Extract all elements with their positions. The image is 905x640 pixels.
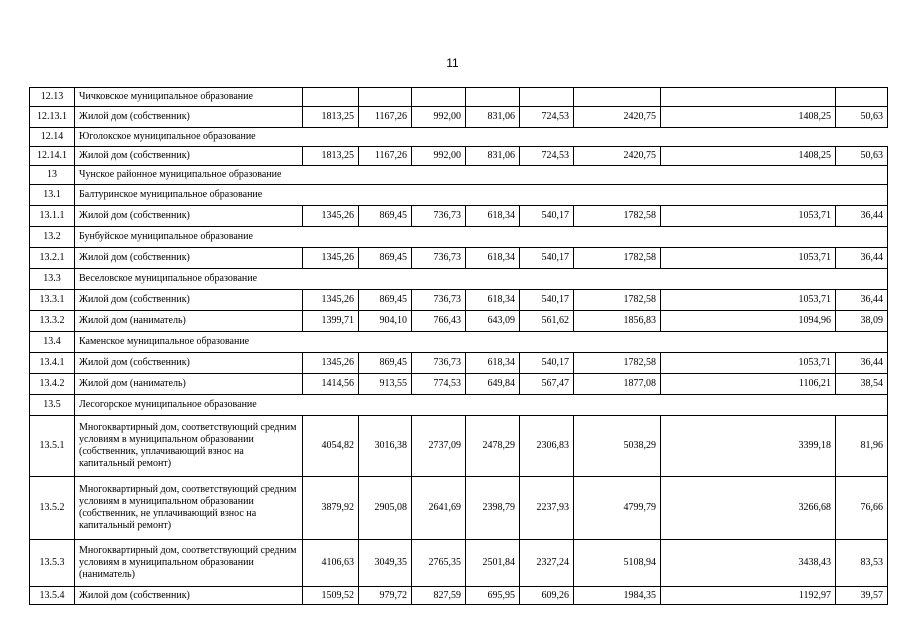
row-code: 13.2 [30, 227, 75, 248]
row-name: Чичковское муниципальное образование [75, 88, 303, 107]
table-row [30, 540, 888, 587]
value-cell: 1053,71 [661, 206, 836, 227]
value-cell: 1053,71 [661, 290, 836, 311]
value-cell: 3266,68 [661, 477, 836, 540]
value-cell: 83,53 [836, 540, 888, 587]
table-row [30, 147, 888, 166]
row-name: Жилой дом (наниматель) [75, 311, 303, 332]
value-cell: 2737,09 [412, 416, 466, 477]
value-cell: 540,17 [520, 353, 574, 374]
table-row [30, 416, 888, 477]
value-cell: 1782,58 [574, 206, 661, 227]
row-code: 13.3 [30, 269, 75, 290]
value-cell: 1782,58 [574, 353, 661, 374]
section-row [30, 185, 888, 206]
row-code: 13.3.1 [30, 290, 75, 311]
section-row [30, 166, 888, 185]
value-cell: 4054,82 [303, 416, 359, 477]
row-name: Веселовское муниципальное образование [75, 269, 888, 290]
row-code: 13.4.1 [30, 353, 75, 374]
value-cell: 1877,08 [574, 374, 661, 395]
value-cell: 618,34 [466, 248, 520, 269]
value-cell: 618,34 [466, 206, 520, 227]
value-cell: 1782,58 [574, 290, 661, 311]
value-cell: 50,63 [836, 107, 888, 128]
row-code: 12.13.1 [30, 107, 75, 128]
row-code: 13.2.1 [30, 248, 75, 269]
table-row [30, 311, 888, 332]
value-cell: 5038,29 [574, 416, 661, 477]
table-row [30, 248, 888, 269]
value-cell: 913,55 [359, 374, 412, 395]
value-cell: 3438,43 [661, 540, 836, 587]
value-cell: 4799,79 [574, 477, 661, 540]
page-number: 11 [446, 56, 459, 70]
row-name: Лесогорское муниципальное образование [75, 395, 888, 416]
value-cell: 618,34 [466, 290, 520, 311]
section-row [30, 332, 888, 353]
table-row [30, 107, 888, 128]
value-cell: 766,43 [412, 311, 466, 332]
value-cell: 774,53 [412, 374, 466, 395]
value-cell: 736,73 [412, 206, 466, 227]
value-cell: 39,57 [836, 587, 888, 605]
value-cell: 1094,96 [661, 311, 836, 332]
row-code: 13.1.1 [30, 206, 75, 227]
value-cell: 643,09 [466, 311, 520, 332]
value-cell: 736,73 [412, 353, 466, 374]
table-row [30, 353, 888, 374]
value-cell: 2478,29 [466, 416, 520, 477]
value-cell: 869,45 [359, 248, 412, 269]
value-cell: 695,95 [466, 587, 520, 605]
value-cell: 540,17 [520, 290, 574, 311]
value-cell: 1345,26 [303, 248, 359, 269]
row-code: 13.5.4 [30, 587, 75, 605]
row-name: Жилой дом (собственник) [75, 587, 303, 605]
value-cell: 540,17 [520, 248, 574, 269]
value-cell: 869,45 [359, 353, 412, 374]
value-cell: 38,09 [836, 311, 888, 332]
section-row [30, 227, 888, 248]
row-code: 13.5.3 [30, 540, 75, 587]
value-cell: 1345,26 [303, 290, 359, 311]
value-cell: 609,26 [520, 587, 574, 605]
row-name: Юголокское муниципальное образование [75, 128, 888, 147]
row-name: Жилой дом (собственник) [75, 290, 303, 311]
table-row [30, 206, 888, 227]
value-cell: 81,96 [836, 416, 888, 477]
value-cell: 736,73 [412, 290, 466, 311]
value-cell: 1167,26 [359, 107, 412, 128]
value-cell: 869,45 [359, 290, 412, 311]
value-cell: 2237,93 [520, 477, 574, 540]
row-code: 13.5 [30, 395, 75, 416]
value-cell: 36,44 [836, 290, 888, 311]
table-row [30, 290, 888, 311]
value-cell: 2905,08 [359, 477, 412, 540]
value-cell: 992,00 [412, 107, 466, 128]
section-row [30, 88, 888, 107]
row-name: Жилой дом (собственник) [75, 206, 303, 227]
row-name: Жилой дом (наниматель) [75, 374, 303, 395]
value-cell: 3879,92 [303, 477, 359, 540]
value-cell: 1345,26 [303, 353, 359, 374]
table-row [30, 477, 888, 540]
row-name: Жилой дом (собственник) [75, 107, 303, 128]
value-cell: 992,00 [412, 147, 466, 166]
table-row [30, 374, 888, 395]
value-cell: 3049,35 [359, 540, 412, 587]
value-cell: 2398,79 [466, 477, 520, 540]
section-row [30, 128, 888, 147]
row-name: Каменское муниципальное образование [75, 332, 888, 353]
row-code: 12.14 [30, 128, 75, 147]
table-row [30, 587, 888, 605]
value-cell: 827,59 [412, 587, 466, 605]
value-cell: 3016,38 [359, 416, 412, 477]
value-cell: 38,54 [836, 374, 888, 395]
row-code: 13.5.2 [30, 477, 75, 540]
value-cell: 36,44 [836, 353, 888, 374]
section-row [30, 269, 888, 290]
value-cell: 1813,25 [303, 107, 359, 128]
value-cell: 1414,56 [303, 374, 359, 395]
row-code: 12.13 [30, 88, 75, 107]
row-name: Жилой дом (собственник) [75, 353, 303, 374]
value-cell: 567,47 [520, 374, 574, 395]
value-cell: 36,44 [836, 206, 888, 227]
value-cell: 540,17 [520, 206, 574, 227]
value-cell: 1053,71 [661, 248, 836, 269]
value-cell: 1408,25 [661, 107, 836, 128]
value-cell: 1345,26 [303, 206, 359, 227]
value-cell: 1192,97 [661, 587, 836, 605]
value-cell: 979,72 [359, 587, 412, 605]
value-cell: 1408,25 [661, 147, 836, 166]
value-cell: 724,53 [520, 107, 574, 128]
value-cell: 2327,24 [520, 540, 574, 587]
row-name: Многоквартирный дом, соответствующий средним условиям в муниципальном образовании (собственник, не уплачивающий взнос на капитальный ремонт) [75, 477, 303, 540]
row-code: 13.5.1 [30, 416, 75, 477]
tariff-table [29, 87, 888, 605]
row-code: 13.4.2 [30, 374, 75, 395]
value-cell: 1782,58 [574, 248, 661, 269]
row-code: 13.4 [30, 332, 75, 353]
value-cell: 649,84 [466, 374, 520, 395]
value-cell: 2501,84 [466, 540, 520, 587]
value-cell: 1984,35 [574, 587, 661, 605]
value-cell: 904,10 [359, 311, 412, 332]
row-name: Жилой дом (собственник) [75, 147, 303, 166]
value-cell: 2306,83 [520, 416, 574, 477]
value-cell: 2765,35 [412, 540, 466, 587]
value-cell: 831,06 [466, 107, 520, 128]
value-cell: 1399,71 [303, 311, 359, 332]
row-code: 12.14.1 [30, 147, 75, 166]
value-cell: 2420,75 [574, 107, 661, 128]
value-cell: 561,62 [520, 311, 574, 332]
row-code: 13.3.2 [30, 311, 75, 332]
value-cell: 724,53 [520, 147, 574, 166]
value-cell: 618,34 [466, 353, 520, 374]
row-code: 13.1 [30, 185, 75, 206]
value-cell: 1167,26 [359, 147, 412, 166]
value-cell: 831,06 [466, 147, 520, 166]
value-cell: 736,73 [412, 248, 466, 269]
row-name: Чунское районное муниципальное образование [75, 166, 888, 185]
value-cell: 4106,63 [303, 540, 359, 587]
value-cell: 1106,21 [661, 374, 836, 395]
value-cell: 1856,83 [574, 311, 661, 332]
value-cell: 869,45 [359, 206, 412, 227]
row-name: Бунбуйское муниципальное образование [75, 227, 888, 248]
value-cell: 76,66 [836, 477, 888, 540]
row-name: Балтуринское муниципальное образование [75, 185, 888, 206]
value-cell: 50,63 [836, 147, 888, 166]
value-cell: 3399,18 [661, 416, 836, 477]
value-cell: 1509,52 [303, 587, 359, 605]
value-cell: 36,44 [836, 248, 888, 269]
value-cell: 1813,25 [303, 147, 359, 166]
value-cell: 5108,94 [574, 540, 661, 587]
row-name: Многоквартирный дом, соответствующий средним условиям в муниципальном образовании (наниматель) [75, 540, 303, 587]
value-cell: 1053,71 [661, 353, 836, 374]
value-cell: 2420,75 [574, 147, 661, 166]
row-name: Жилой дом (собственник) [75, 248, 303, 269]
section-row [30, 395, 888, 416]
value-cell: 2641,69 [412, 477, 466, 540]
row-name: Многоквартирный дом, соответствующий средним условиям в муниципальном образовании (собственник, уплачивающий взнос на капитальный ремонт) [75, 416, 303, 477]
row-code: 13 [30, 166, 75, 185]
